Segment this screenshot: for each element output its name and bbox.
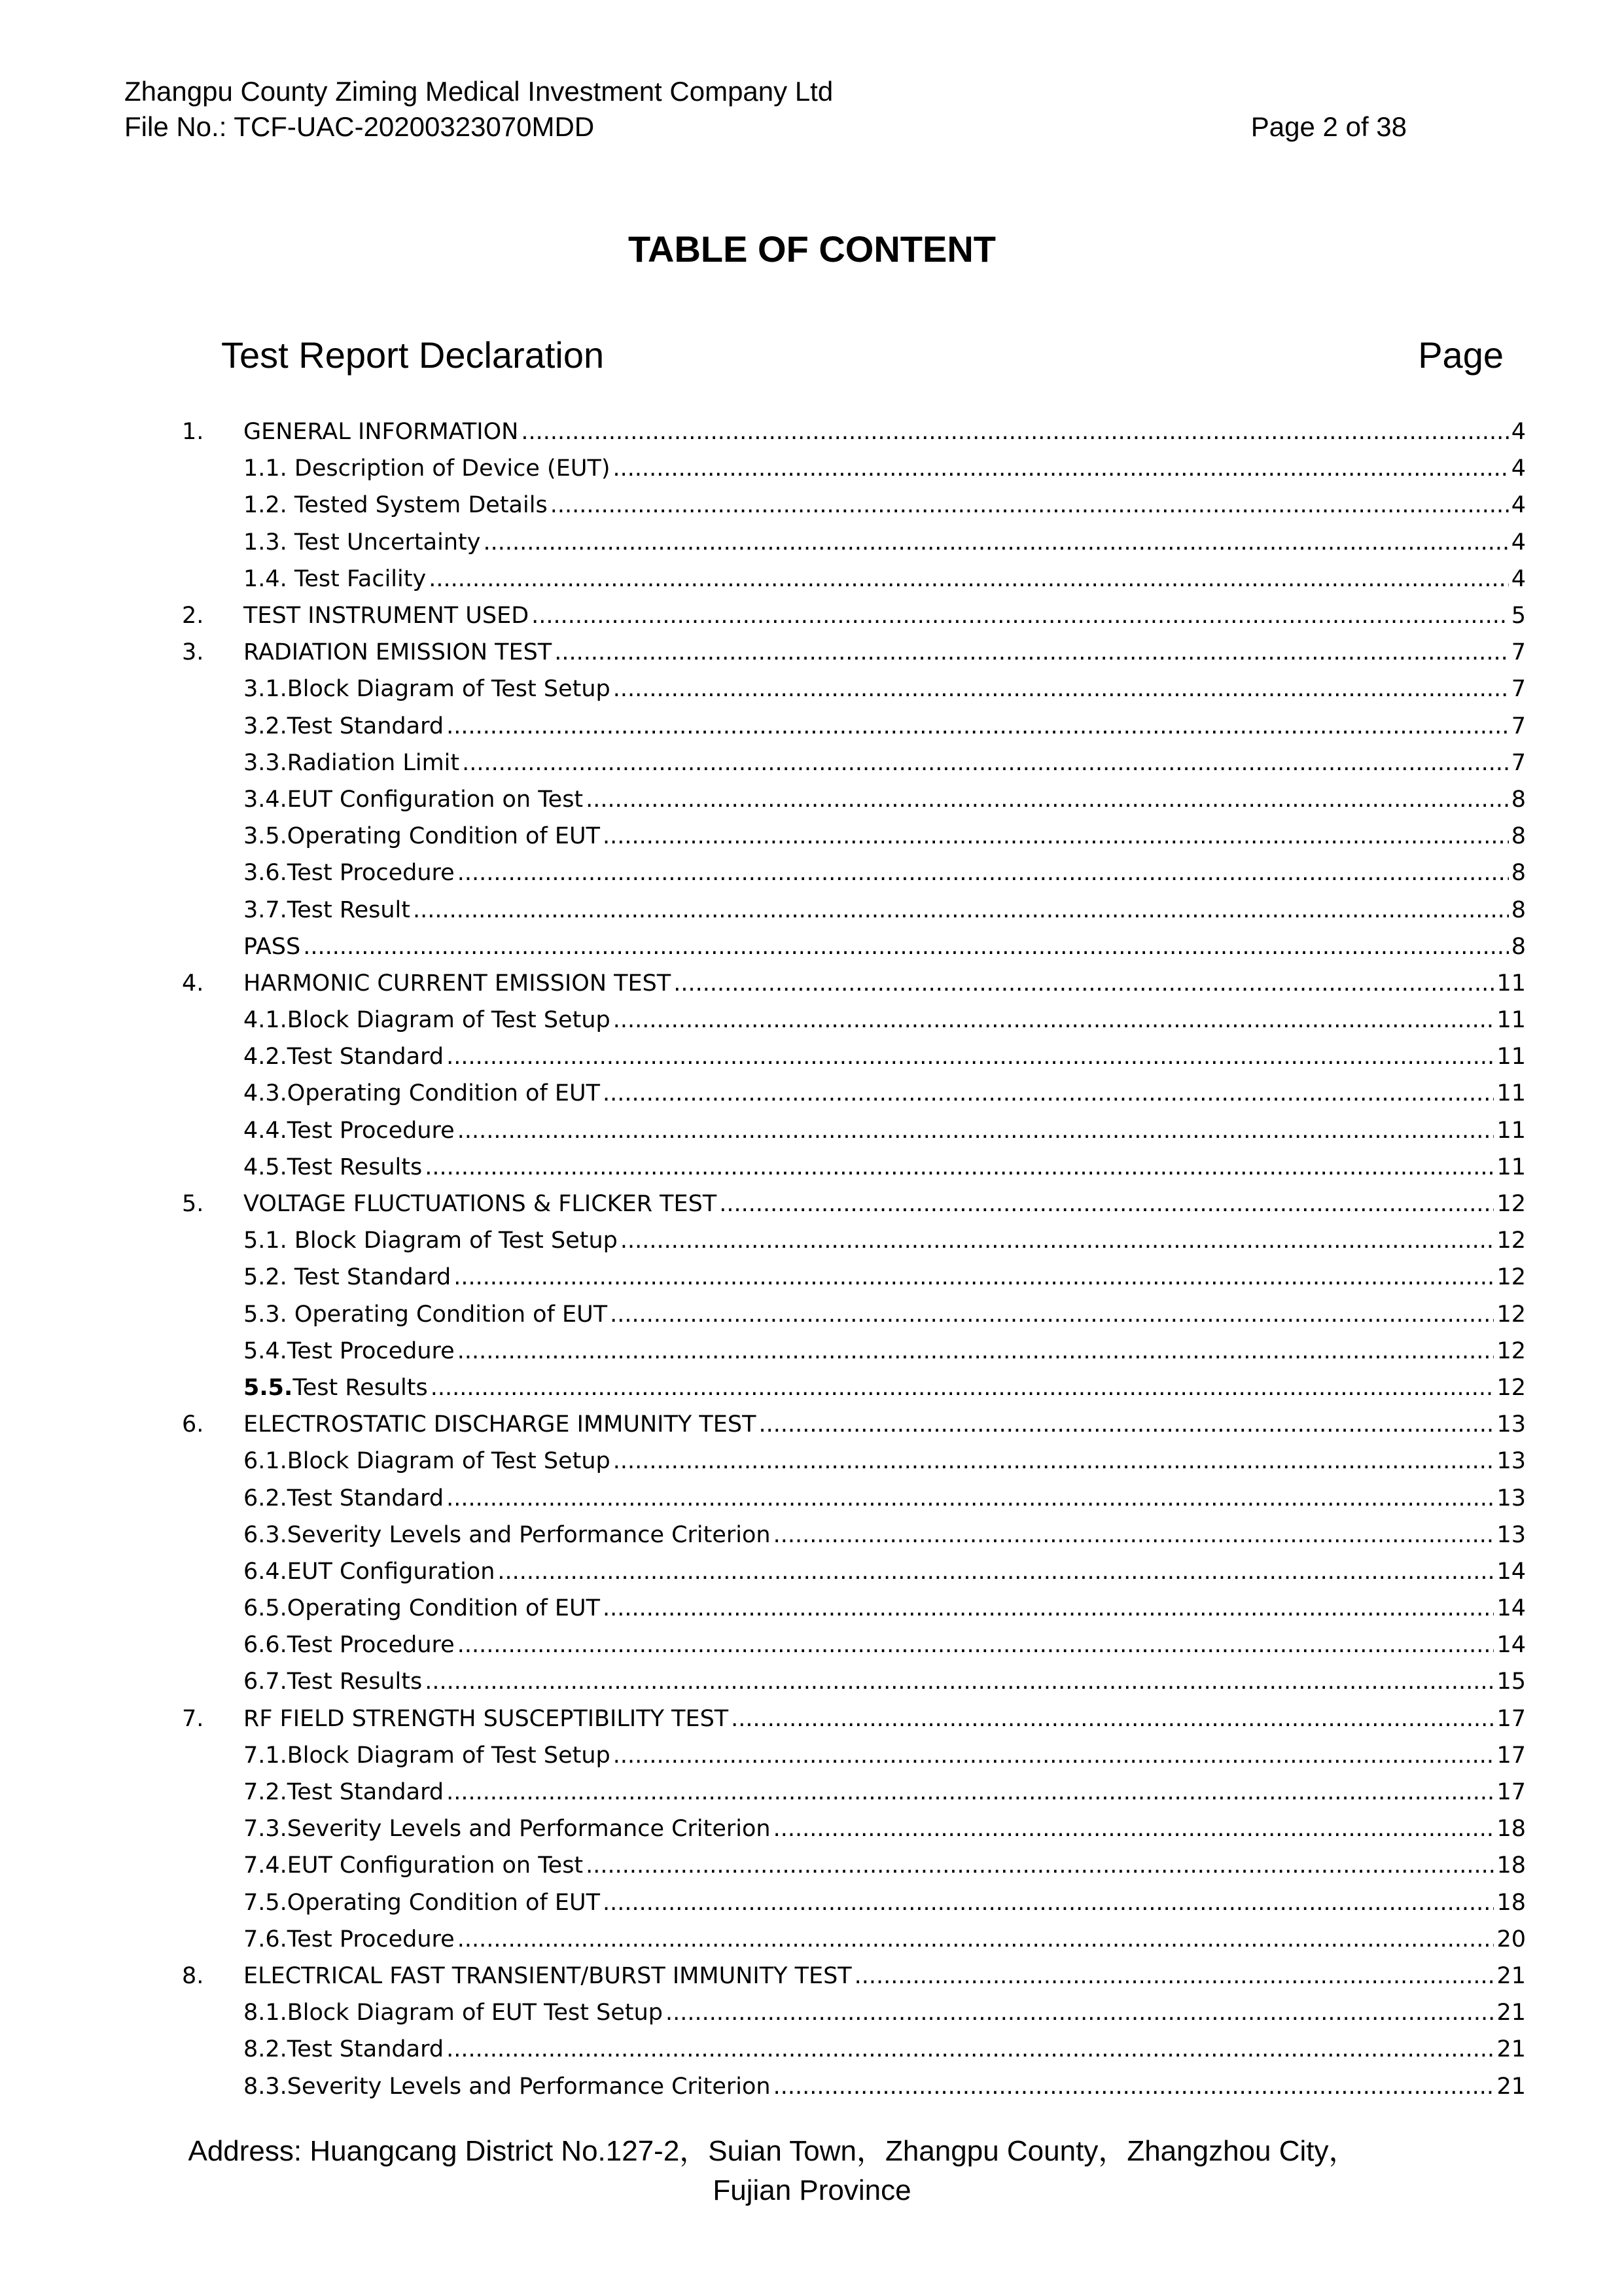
toc-entry-number: 3.	[182, 639, 204, 666]
toc-entry[interactable]	[177, 487, 1526, 523]
toc-entry-label	[243, 566, 426, 592]
toc-entry-page: 11	[1496, 970, 1526, 997]
toc-entry-label	[243, 1926, 455, 1952]
toc-leader-dots	[758, 1411, 1494, 1438]
toc-entry[interactable]	[177, 1443, 1526, 1479]
address-line-2: Fujian Province	[713, 2174, 911, 2206]
toc-entry[interactable]	[177, 1774, 1526, 1810]
toc-entry-text: GENERAL INFORMATION	[243, 419, 519, 446]
toc-entry-line	[243, 1044, 1526, 1070]
toc-entry[interactable]	[177, 1002, 1526, 1038]
toc-entry[interactable]	[177, 1958, 1526, 1994]
toc-entry-text: 4.5.Test Results	[243, 1154, 423, 1180]
toc-leader-dots	[446, 713, 1509, 739]
toc-entry-label	[243, 1669, 422, 1695]
toc-entry-label	[243, 1559, 495, 1585]
toc-entry-text: 6.6.Test Procedure	[243, 1632, 455, 1659]
toc-entry-page: 7	[1511, 713, 1526, 739]
toc-entry-line	[243, 1595, 1526, 1621]
toc-entry-label	[243, 492, 548, 518]
toc-leader-dots	[773, 1816, 1494, 1842]
toc-entry-line	[243, 1448, 1526, 1474]
toc-entry-line	[243, 2036, 1526, 2062]
toc-entry-number: 1.	[182, 419, 204, 446]
toc-entry-text: 1.3. Test Uncertainty	[243, 529, 481, 556]
toc-entry-label	[243, 1044, 444, 1070]
toc-entry-label	[243, 1007, 610, 1033]
toc-entry-label	[243, 1485, 444, 1511]
toc-entry-label	[243, 1411, 756, 1438]
toc-entry-number: 2.	[182, 603, 204, 629]
address-line-1: Address: Huangcang District No.127-2，Suian Town，Zhangpu County，Zhangzhou City，	[188, 2135, 1358, 2167]
toc-entry-label	[243, 2000, 663, 2026]
toc-leader-dots	[613, 676, 1509, 702]
toc-entry-page: 11	[1496, 1117, 1526, 1144]
toc-leader-dots	[303, 934, 1508, 960]
toc-entry-page: 14	[1496, 1632, 1526, 1659]
toc-entry[interactable]	[177, 1737, 1526, 1774]
header-meta	[124, 109, 1407, 145]
toc-entry-page: 4	[1511, 565, 1526, 592]
toc-leader-dots	[483, 529, 1508, 556]
toc-entry-number: 4.	[182, 970, 204, 997]
toc-entry[interactable]	[177, 965, 1526, 1002]
toc-entry-line	[243, 529, 1526, 556]
toc-entry-line	[243, 1338, 1526, 1364]
toc-entry-number: 6.	[182, 1411, 204, 1438]
toc-entry-line	[243, 1890, 1526, 1916]
toc-entry[interactable]	[177, 1296, 1526, 1333]
toc-entry-line	[243, 1227, 1526, 1254]
toc-entry-label	[243, 1227, 618, 1254]
toc-entry-line	[243, 1522, 1526, 1548]
toc-entry-label	[243, 2036, 444, 2062]
toc-entry-page: 11	[1496, 1080, 1526, 1107]
toc-entry-label	[243, 455, 610, 482]
toc-entry-text: 8.3.Severity Levels and Performance Criterion	[243, 2073, 771, 2100]
toc-leader-dots	[719, 1191, 1494, 1217]
toc-entry[interactable]	[177, 1810, 1526, 1847]
toc-entry[interactable]	[177, 1884, 1526, 1921]
toc-entry-text: 6.7.Test Results	[243, 1669, 423, 1695]
toc-entry[interactable]	[177, 1994, 1526, 2031]
toc-column-header	[221, 334, 1504, 376]
toc-entry-text: 7.2.Test Standard	[243, 1779, 444, 1806]
toc-entry[interactable]	[177, 1333, 1526, 1369]
toc-entry-label	[243, 639, 552, 665]
toc-entry-line	[243, 1080, 1526, 1106]
toc-entry-text: 6.5.Operating Condition of EUT	[243, 1595, 601, 1622]
toc-leader-dots	[613, 1448, 1494, 1474]
toc-entry-line	[243, 860, 1526, 886]
toc-entry[interactable]	[177, 561, 1526, 597]
toc-entry-label	[243, 1522, 771, 1548]
toc-leader-dots	[431, 1375, 1494, 1401]
toc-entry-page: 8	[1511, 896, 1526, 923]
toc-entry-text: HARMONIC CURRENT EMISSION TEST	[243, 970, 671, 997]
toc-entry-line	[243, 492, 1526, 518]
toc-entry[interactable]	[177, 450, 1526, 487]
toc-entry[interactable]	[177, 2031, 1526, 2068]
toc-leader-dots	[453, 1264, 1494, 1290]
toc-entry-page: 11	[1496, 1007, 1526, 1034]
toc-leader-dots	[731, 1706, 1494, 1732]
toc-entry-text: Test Results	[292, 1374, 428, 1401]
page-title: TABLE OF CONTENT	[627, 228, 997, 270]
toc-entry-label	[243, 1154, 422, 1180]
toc-entry-page: 20	[1496, 1926, 1526, 1952]
toc-entry-line	[243, 1118, 1526, 1144]
toc-entry-line	[243, 786, 1526, 813]
toc-entry[interactable]	[177, 2068, 1526, 2104]
toc-entry-line	[243, 1742, 1526, 1769]
toc-entry-page: 13	[1496, 1448, 1526, 1475]
toc-leader-dots	[603, 1595, 1494, 1621]
toc-entry-text: 7.1.Block Diagram of Test Setup	[243, 1742, 610, 1769]
toc-entry[interactable]	[177, 1590, 1526, 1627]
toc-entry-label	[243, 1118, 455, 1144]
toc-entry-page: 17	[1496, 1742, 1526, 1769]
toc-entry[interactable]	[177, 1406, 1526, 1443]
toc-entry-label	[243, 1448, 610, 1474]
toc-leader-dots	[413, 897, 1509, 923]
toc-entry[interactable]	[177, 1663, 1526, 1700]
toc-entry[interactable]	[177, 928, 1526, 965]
toc-entry-text: 4.4.Test Procedure	[243, 1117, 455, 1144]
toc-entry-line	[243, 1852, 1526, 1879]
toc-entry-line	[243, 1154, 1526, 1180]
toc-entry-line	[243, 603, 1526, 629]
toc-leader-dots	[610, 1301, 1494, 1328]
toc-leader-dots	[425, 1669, 1494, 1695]
toc-entry-text: PASS	[243, 933, 301, 960]
toc-entry-text: 5.4.Test Procedure	[243, 1337, 455, 1364]
toc-leader-dots	[603, 1080, 1494, 1106]
toc-entry-text: 1.4. Test Facility	[243, 565, 427, 592]
toc-entry-label	[243, 897, 410, 923]
toc-entry-line	[243, 1375, 1526, 1401]
toc-entry-label	[243, 1890, 600, 1916]
toc-header-page: Page	[1418, 334, 1504, 376]
toc-entry-text: 8.1.Block Diagram of EUT Test Setup	[243, 2000, 663, 2026]
toc-entry-text: RF FIELD STRENGTH SUSCEPTIBILITY TEST	[243, 1705, 729, 1732]
toc-entry-page: 13	[1496, 1485, 1526, 1511]
toc-entry-page: 18	[1496, 1816, 1526, 1843]
toc-entry[interactable]	[177, 1553, 1526, 1590]
toc-leader-dots	[620, 1227, 1494, 1254]
toc-entry-text: 5.3. Operating Condition of EUT	[243, 1301, 608, 1328]
toc-entry-page: 21	[1496, 2000, 1526, 2026]
toc-entry-label	[243, 1706, 728, 1732]
toc-leader-dots	[773, 1522, 1494, 1548]
toc-leader-dots	[446, 1485, 1494, 1511]
toc-entry[interactable]	[177, 1517, 1526, 1553]
toc-entry-text: 6.1.Block Diagram of Test Setup	[243, 1448, 610, 1475]
toc-entry-text: 3.5.Operating Condition of EUT	[243, 823, 601, 850]
toc-entry-label	[243, 823, 600, 849]
toc-entry-page: 12	[1496, 1337, 1526, 1364]
toc-entry-text: 3.7.Test Result	[243, 896, 410, 923]
toc-entry-text: 1.1. Description of Device (EUT)	[243, 455, 610, 482]
toc-leader-dots	[550, 492, 1509, 518]
toc-entry-line	[243, 1926, 1526, 1952]
toc-entry-line	[243, 676, 1526, 702]
toc-entry[interactable]	[177, 855, 1526, 891]
toc-entry-page: 14	[1496, 1595, 1526, 1622]
toc-entry-text: 3.2.Test Standard	[243, 713, 444, 739]
toc-entry-label	[243, 750, 459, 776]
toc-entry-number: 5.	[182, 1191, 204, 1218]
toc-entry-label	[243, 1963, 852, 1989]
toc-entry-text: ELECTROSTATIC DISCHARGE IMMUNITY TEST	[243, 1411, 756, 1438]
toc-entry-page: 13	[1496, 1521, 1526, 1548]
toc-entry-line	[243, 1669, 1526, 1695]
toc-entry[interactable]	[177, 671, 1526, 707]
toc-entry[interactable]	[177, 1112, 1526, 1149]
toc-entry-page: 7	[1511, 749, 1526, 776]
toc-entry-line	[243, 2074, 1526, 2100]
toc-leader-dots	[665, 2000, 1494, 2026]
toc-entry[interactable]	[177, 1149, 1526, 1186]
toc-leader-dots	[446, 1779, 1494, 1805]
toc-entry-label	[243, 419, 518, 445]
toc-entry[interactable]	[177, 1921, 1526, 1958]
toc-entry-line	[243, 970, 1526, 997]
toc-entry-label	[243, 1816, 771, 1842]
toc-leader-dots	[531, 603, 1509, 629]
toc-entry[interactable]	[177, 745, 1526, 781]
toc-leader-dots	[586, 1852, 1494, 1879]
toc-entry-label	[243, 603, 529, 629]
toc-entry-text: 3.1.Block Diagram of Test Setup	[243, 676, 610, 703]
toc-entry-text: 7.4.EUT Configuration on Test	[243, 1852, 584, 1879]
toc-entry-text: 7.3.Severity Levels and Performance Criterion	[243, 1816, 771, 1843]
toc-entry-label	[243, 1852, 583, 1879]
toc-entry[interactable]	[177, 524, 1526, 561]
toc-entry-line	[243, 1485, 1526, 1511]
toc-entry-text: 3.3.Radiation Limit	[243, 749, 460, 776]
toc-entry-page: 7	[1511, 676, 1526, 703]
toc-entry-page: 13	[1496, 1411, 1526, 1438]
toc-leader-dots	[457, 1118, 1494, 1144]
toc-leader-dots	[613, 1007, 1494, 1033]
toc-leader-dots	[429, 566, 1509, 592]
toc-entry[interactable]	[177, 1701, 1526, 1737]
toc-entry-line	[243, 1411, 1526, 1438]
toc-entry-label	[243, 1779, 444, 1805]
toc-entry-label	[243, 529, 480, 556]
toc-entry-line	[243, 455, 1526, 482]
toc-entry[interactable]	[177, 1627, 1526, 1663]
toc-entry-text: 8.2.Test Standard	[243, 2036, 444, 2063]
toc-entry-text: 6.3.Severity Levels and Performance Criterion	[243, 1521, 771, 1548]
toc-entry-page: 12	[1496, 1374, 1526, 1401]
toc-leader-dots	[603, 1890, 1494, 1916]
toc-entry-page: 17	[1496, 1779, 1526, 1806]
toc-entry-page: 11	[1496, 1154, 1526, 1180]
toc-entry-text: 7.5.Operating Condition of EUT	[243, 1889, 601, 1916]
toc-entry-text: 5.1. Block Diagram of Test Setup	[243, 1227, 618, 1254]
toc-entry-page: 21	[1496, 2073, 1526, 2100]
toc-leader-dots	[612, 455, 1508, 482]
toc-entry-text: VOLTAGE FLUCTUATIONS & FLICKER TEST	[243, 1191, 717, 1218]
toc-leader-dots	[462, 750, 1509, 776]
toc-entry-page: 12	[1496, 1191, 1526, 1218]
toc-leader-dots	[554, 639, 1508, 665]
toc-entry[interactable]	[177, 634, 1526, 671]
toc-entry-label	[243, 1595, 600, 1621]
toc-entry-text: TEST INSTRUMENT USED	[243, 603, 529, 629]
toc-entry-line	[243, 1301, 1526, 1328]
toc-entry[interactable]	[177, 818, 1526, 855]
toc-entry-label	[243, 1338, 455, 1364]
toc-leader-dots	[446, 1044, 1494, 1070]
toc-entry[interactable]	[177, 1369, 1526, 1406]
toc-entry-page: 8	[1511, 823, 1526, 850]
toc-entry[interactable]	[177, 1075, 1526, 1112]
toc-entry[interactable]	[177, 891, 1526, 928]
toc-entry-page: 14	[1496, 1558, 1526, 1585]
toc-entry-line	[243, 1264, 1526, 1290]
toc-entry-label	[243, 2074, 771, 2100]
toc-entry-label	[243, 786, 583, 813]
toc-entry-page: 18	[1496, 1852, 1526, 1879]
toc-entry-page: 8	[1511, 933, 1526, 960]
toc-entry-label	[243, 1080, 600, 1106]
file-number: File No.: TCF-UAC-20200323070MDD	[124, 111, 595, 142]
toc-entry-text: 6.4.EUT Configuration	[243, 1558, 495, 1585]
toc-entry-page: 4	[1511, 529, 1526, 556]
toc-entry-line	[243, 897, 1526, 923]
toc-entry-line	[243, 1816, 1526, 1842]
toc-entry-label	[243, 860, 455, 886]
toc-entry-label	[243, 1264, 451, 1290]
toc-entry[interactable]	[177, 1038, 1526, 1075]
toc-leader-dots	[613, 1742, 1494, 1769]
toc-leader-dots	[425, 1154, 1494, 1180]
toc-entry-text: 3.4.EUT Configuration on Test	[243, 786, 584, 813]
toc-entry-line	[243, 1559, 1526, 1585]
toc-entry-label	[243, 934, 300, 960]
toc-entry-label	[243, 1301, 607, 1328]
toc-entry[interactable]	[177, 1479, 1526, 1516]
toc-leader-dots	[603, 823, 1509, 849]
toc-entry[interactable]	[177, 597, 1526, 634]
toc-entry-line	[243, 639, 1526, 665]
toc-entry[interactable]	[177, 1259, 1526, 1296]
toc-entry-label	[243, 1191, 716, 1217]
company-name: Zhangpu County Ziming Medical Investment Company Ltd	[124, 76, 834, 107]
toc-entry[interactable]	[177, 1186, 1526, 1222]
toc-entry-page: 4	[1511, 492, 1526, 519]
toc-entry-line	[243, 2000, 1526, 2026]
toc-leader-dots	[457, 1338, 1494, 1364]
toc-entry-page: 12	[1496, 1227, 1526, 1254]
toc-entry-line	[243, 566, 1526, 592]
toc-leader-dots	[446, 2036, 1494, 2062]
toc-leader-dots	[457, 860, 1509, 886]
toc-entry-page: 8	[1511, 860, 1526, 887]
toc-entry-text: 4.3.Operating Condition of EUT	[243, 1080, 601, 1107]
toc-entry-line	[243, 1963, 1526, 1989]
toc-entry-number: 8.	[182, 1962, 204, 1989]
toc-entry-text: 3.6.Test Procedure	[243, 860, 455, 887]
toc-leader-dots	[457, 1926, 1494, 1952]
toc-leader-dots	[457, 1632, 1494, 1658]
toc-entry-line	[243, 1007, 1526, 1033]
toc-header-label: Test Report Declaration	[221, 334, 605, 376]
toc-entry-line	[243, 713, 1526, 739]
toc-entry[interactable]	[177, 1847, 1526, 1884]
toc-leader-dots	[497, 1559, 1494, 1585]
toc-entry-label	[243, 713, 444, 739]
toc-entry-page: 5	[1511, 603, 1526, 629]
toc-entry-text: 4.2.Test Standard	[243, 1044, 444, 1070]
toc-entry-page: 12	[1496, 1301, 1526, 1328]
toc-entry[interactable]	[177, 1222, 1526, 1259]
toc-entry-label	[243, 1375, 428, 1401]
toc-entry-page: 12	[1496, 1264, 1526, 1291]
toc-entry-label	[243, 1742, 610, 1769]
toc-entry-line	[243, 1191, 1526, 1217]
toc-entry-page: 8	[1511, 786, 1526, 813]
toc-entry-label	[243, 1632, 455, 1658]
toc-entry-line	[243, 419, 1526, 445]
toc-entry-line	[243, 1706, 1526, 1732]
page-indicator: Page 2 of 38	[1250, 111, 1407, 142]
toc-leader-dots	[773, 2074, 1494, 2100]
toc-leader-dots	[673, 970, 1494, 997]
toc-entry-text: 6.2.Test Standard	[243, 1485, 444, 1511]
toc-entry-text: ELECTRICAL FAST TRANSIENT/BURST IMMUNITY TEST	[243, 1962, 852, 1989]
toc-entry-text: RADIATION EMISSION TEST	[243, 639, 552, 666]
toc-entry-text: 7.6.Test Procedure	[243, 1926, 455, 1952]
footer-address	[0, 2132, 1624, 2210]
toc-leader-dots	[855, 1963, 1494, 1989]
table-of-contents	[177, 414, 1526, 2105]
toc-entry-page: 21	[1496, 1962, 1526, 1989]
toc-entry-line	[243, 750, 1526, 776]
toc-entry-bold-number: 5.5.	[243, 1374, 293, 1401]
toc-entry-page: 4	[1511, 455, 1526, 482]
toc-entry[interactable]	[177, 781, 1526, 818]
toc-entry-label	[243, 676, 610, 702]
toc-entry-page: 15	[1496, 1669, 1526, 1695]
toc-entry-page: 21	[1496, 2036, 1526, 2063]
toc-entry-page: 11	[1496, 1044, 1526, 1070]
toc-entry-line	[243, 823, 1526, 849]
toc-leader-dots	[586, 786, 1509, 813]
toc-entry-text: 1.2. Tested System Details	[243, 492, 548, 519]
toc-entry-line	[243, 1779, 1526, 1805]
toc-entry-number: 7.	[182, 1705, 204, 1732]
toc-entry[interactable]	[177, 708, 1526, 745]
toc-entry-line	[243, 934, 1526, 960]
toc-entry[interactable]	[177, 414, 1526, 450]
toc-entry-text: 5.2. Test Standard	[243, 1264, 451, 1291]
toc-entry-page: 4	[1511, 419, 1526, 446]
toc-entry-page: 17	[1496, 1705, 1526, 1732]
toc-leader-dots	[521, 419, 1508, 445]
toc-entry-text: 4.1.Block Diagram of Test Setup	[243, 1007, 610, 1034]
toc-entry-line	[243, 1632, 1526, 1658]
toc-entry-label	[243, 970, 671, 997]
toc-entry-page: 7	[1511, 639, 1526, 666]
toc-entry-page: 18	[1496, 1889, 1526, 1916]
